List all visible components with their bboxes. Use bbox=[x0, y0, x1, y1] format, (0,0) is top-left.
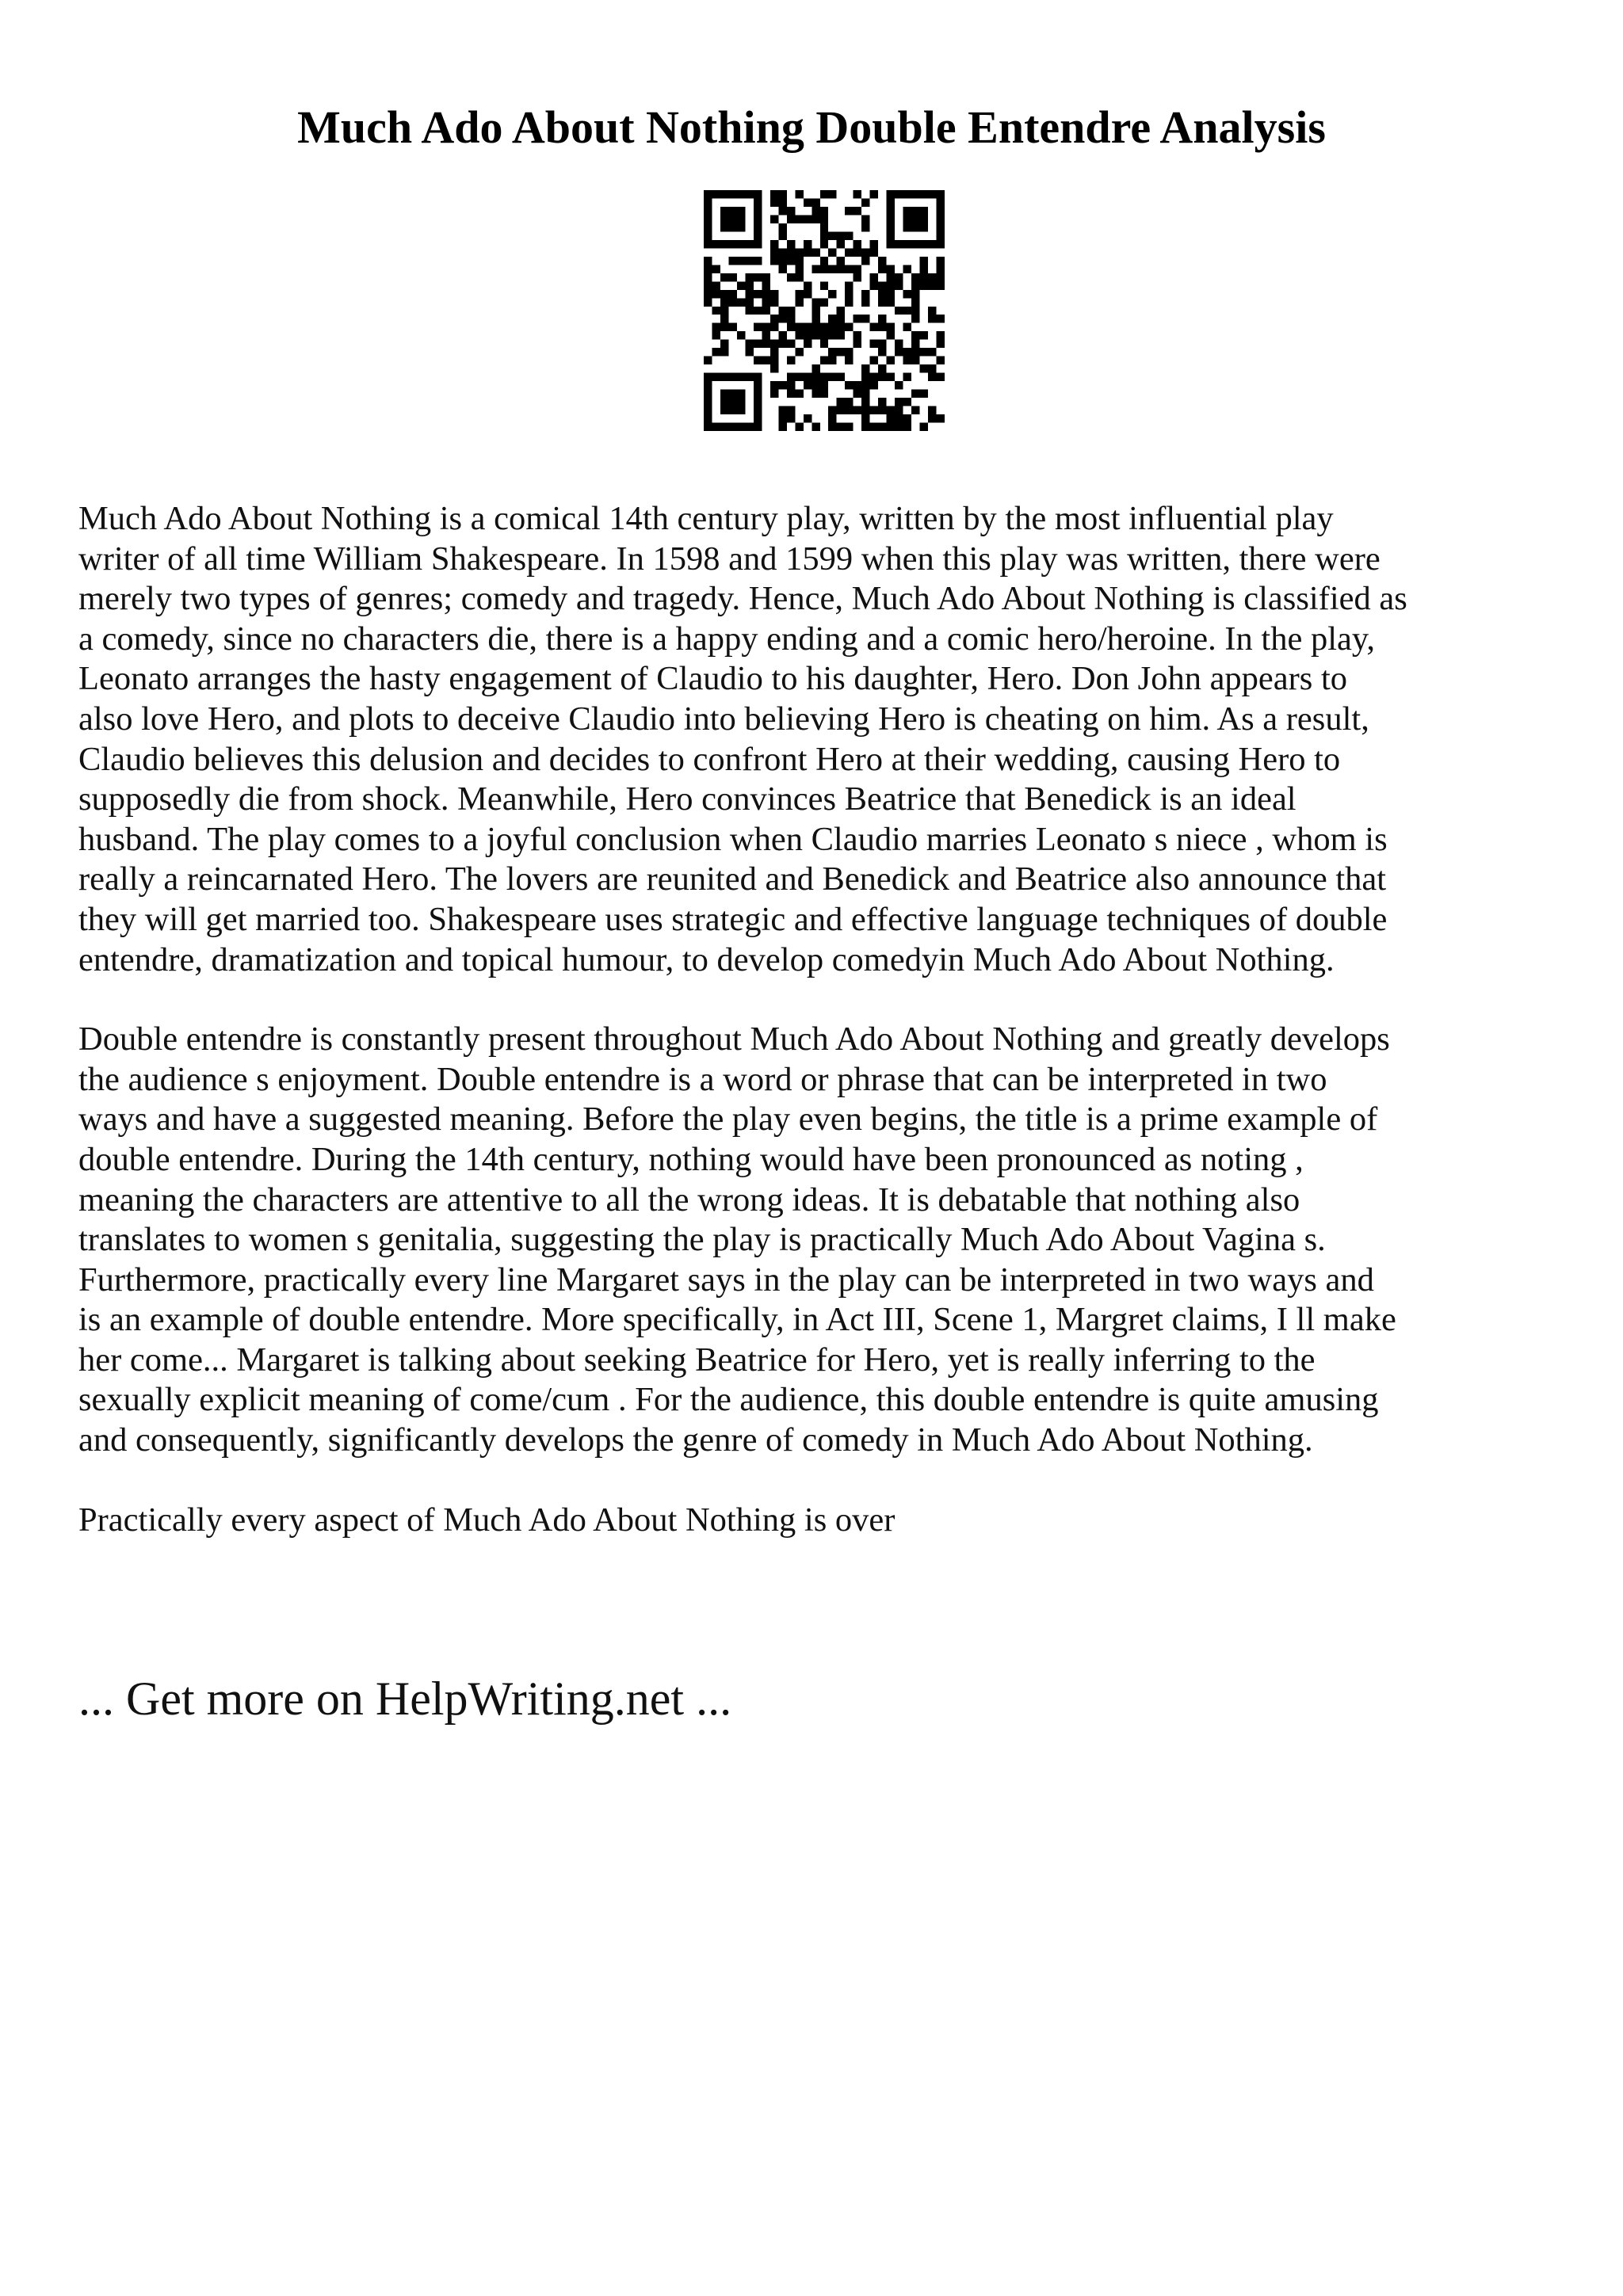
qr-code-icon[interactable] bbox=[704, 190, 945, 431]
paragraph-truncated: Practically every aspect of Much Ado About Nothing is over bbox=[78, 1501, 896, 1539]
paragraph-intro: Much Ado About Nothing is a comical 14th century play, written by the most influential play writer of all time William Shakespeare. In 1598 and 1599 when this play was written, there were merely two types of genres; comedy and tragedy. Hence, Much Ado About Nothing is classified as a comedy, since no characters die, there is a happy ending and a comic hero/heroine. In the play, Leonato arranges the hasty engagement of Claudio to his daughter, Hero. Don John appears to also love Hero, and plots to deceive Claudio into believing Hero is cheating on him. As a result, Claudio believes this delusion and decides to confront Hero at their wedding, causing Hero to supposedly die from shock. Meanwhile, Hero convinces Beatrice that Benedick is an ideal husband. The play comes to a joyful conclusion when Claudio marries Leonato s niece , whom is really a reincarnated Hero. The lovers are reunited and Benedick and Beatrice also announce that they will get married too. Shakespeare uses strategic and effective language techniques of double entendre, dramatization and topical humour, to develop comedyin Much Ado About Nothing. bbox=[78, 500, 1407, 978]
qr-code-graphic bbox=[704, 190, 945, 431]
document-title: Much Ado About Nothing Double Entendre Analysis bbox=[297, 101, 1326, 153]
article-body bbox=[78, 499, 1568, 1580]
get-more-link[interactable]: ... Get more on HelpWriting.net ... bbox=[78, 1672, 732, 1725]
paragraph-double-entendre: Double entendre is constantly present throughout Much Ado About Nothing and greatly develops the audience s enjoyment. Double entendre is a word or phrase that can be interpreted in two ways and have a suggested meaning. Before the play even begins, the title is a prime example of double entendre. During the 14th century, nothing would have been pronounced as noting , meaning the characters are attentive to all the wrong ideas. It is debatable that nothing also translates to women s genitalia, suggesting the play is practically Much Ado About Vagina s. Furthermore, practically every line Margaret says in the play can be interpreted in two ways and is an example of double entendre. More specifically, in Act III, Scene 1, Margret claims, I ll make her come... Margaret is talking about seeking Beatrice for Hero, yet is really inferring to the sexually explicit meaning of come/cum . For the audience, this double entendre is quite amusing and consequently, significantly develops the genre of comedy in Much Ado About Nothing. bbox=[78, 1020, 1396, 1459]
